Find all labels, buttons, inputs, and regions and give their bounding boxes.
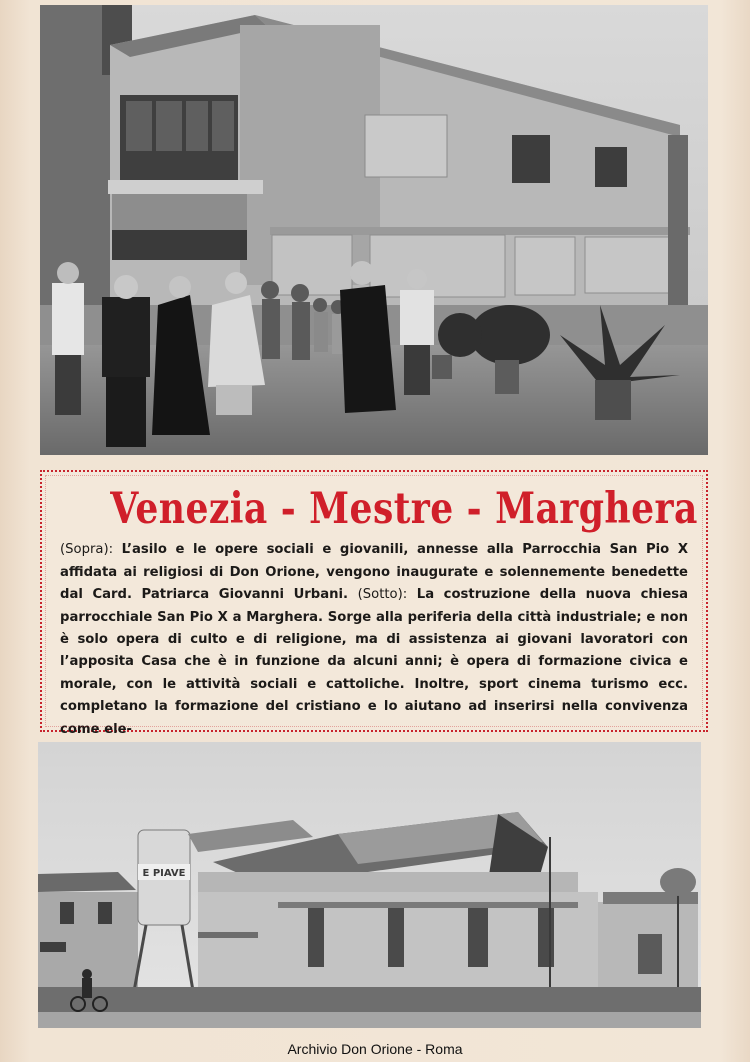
caption-text: [60, 539, 688, 763]
caption-sotto-text: La costruzione della nuova chiesa parrocchiale San Pio X a Marghera. Sorge alla periferia della città industriale; e non è solo opera di culto e di religione, ma di assistenza ai giovani lavoratori con l’apposita Casa che è in funzione da alcuni anni; è opera di formazione civica e morale, con le attività sociali e cattoliche. Inoltre, sport cinema turismo ecc. completano la formazione del cristiano e lo aiutano ad inserirsi nella convivenza come ele-: [60, 587, 689, 737]
archive-footer: Archivio Don Orione - Roma: [287, 1041, 463, 1057]
tank-label: E PIAVE: [142, 868, 186, 879]
caption-sopra-tag: (Sopra):: [60, 542, 114, 558]
photo-church-construction-image: [38, 742, 701, 1028]
photo-inauguration-image: [40, 5, 708, 455]
caption-title: Venezia - Mestre - Marghera: [110, 484, 698, 534]
caption-box: [40, 470, 708, 737]
photo-inauguration: [40, 5, 708, 455]
photo-church-construction: [38, 742, 701, 1028]
caption-sotto-tag: (Sotto):: [357, 587, 408, 603]
caption-sopra-text: L’asilo e le opere sociali e giovanili, annesse alla Parrocchia San Pio X affidata ai religiosi di Don Orione, vengono inaugurate e solennemente benedette dal Card. Patriarca Giovanni Urbani.: [60, 542, 688, 603]
